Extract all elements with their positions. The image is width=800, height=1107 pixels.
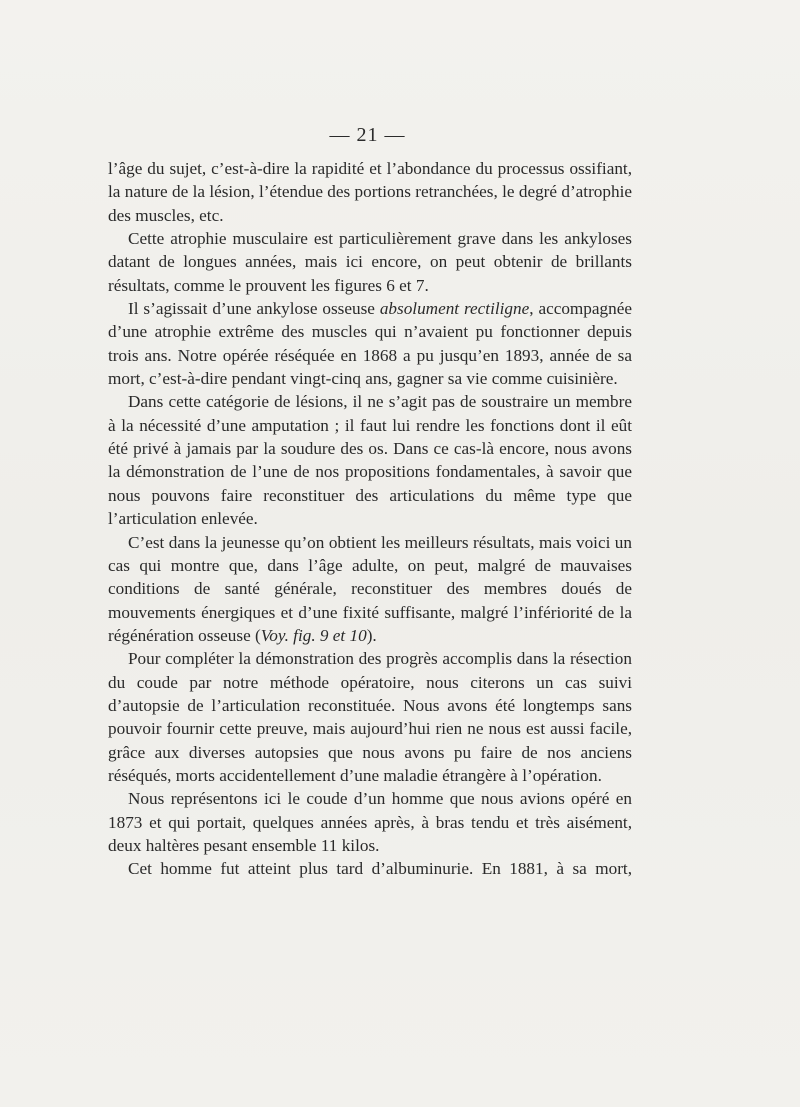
paragraph-5-start: C’est dans la jeunesse qu’on obtient les meilleurs résultats, mais voici un cas qui montre que, dans l’âge adulte, on peut, malgré de mauvaises conditions de santé générale, reconstituer des membres doués de mouvements énergiques et d’une fixité suffisante, malgré l’infériorité de la régénération osseuse ( — [108, 532, 632, 645]
page-number: — 21 — — [329, 124, 406, 146]
paragraph-3-start: Il s’agissait d’une ankylose osseuse — [128, 299, 380, 319]
paragraph-3-emphasis: absolument rectiligne — [379, 299, 530, 319]
paragraph-3 — [108, 297, 632, 390]
paragraph-2: Cette atrophie musculaire est particulièrement grave dans les ankyloses datant de longues années, mais ici encore, on peut obtenir de brillants résultats, comme le prouvent les figures 6 et 7. — [108, 229, 632, 295]
paragraph-5-emphasis: Voy. fig. 9 et 10 — [260, 625, 367, 645]
paragraph-5 — [108, 531, 632, 648]
paragraph-4: Dans cette catégorie de lésions, il ne s’agit pas de soustraire un membre à la nécessité d’une amputation ; il faut lui rendre les fonctions dont il eût été privé à jamais par la soudure des os. Dans ce cas-là encore, nous avons la démonstration de l’une de nos propositions fondamentales, à savoir que nous pouvons faire reconstituer des articulations du même type que l’articulation enlevée. — [108, 392, 632, 529]
paragraph-6: Pour compléter la démonstration des progrès accomplis dans la résection du coude par notre méthode opératoire, nous citerons un cas suivi d’autopsie de l’articulation reconstituée. Nous avons été longtemps sans pouvoir fournir cette preuve, mais aujourd’hui rien ne nous est aussi facile, grâce aux diverses autopsies que nous avons pu faire de nos anciens réséqués, morts accidentellement d’une maladie étrangère à l’opération. — [108, 649, 632, 785]
paragraph-3-end: , accompagnée d’une atrophie extrême des muscles qui n’avaient pu fonctionner depuis trois ans. Notre opérée réséquée en 1868 a pu jusqu’en 1893, année de sa mort, c’est-à-dire pendant vingt-cinq ans, gagner sa vie comme cuisinière. — [108, 299, 632, 389]
body-text — [108, 157, 632, 881]
paragraph-7: Nous représentons ici le coude d’un homme que nous avions opéré en 1873 et qui portait, quelques années après, à bras tendu et très aisément, deux haltères pesant ensemble 11 kilos. — [108, 789, 632, 855]
paragraph-1: l’âge du sujet, c’est-à-dire la rapidité et l’abondance du processus ossifiant, la nature de la lésion, l’étendue des portions retranchées, le degré d’atrophie des muscles, etc. — [108, 159, 632, 225]
paragraph-5-end: ). — [366, 625, 377, 645]
paragraph-8: Cet homme fut atteint plus tard d’albuminurie. En 1881, à sa mort, — [128, 859, 632, 879]
